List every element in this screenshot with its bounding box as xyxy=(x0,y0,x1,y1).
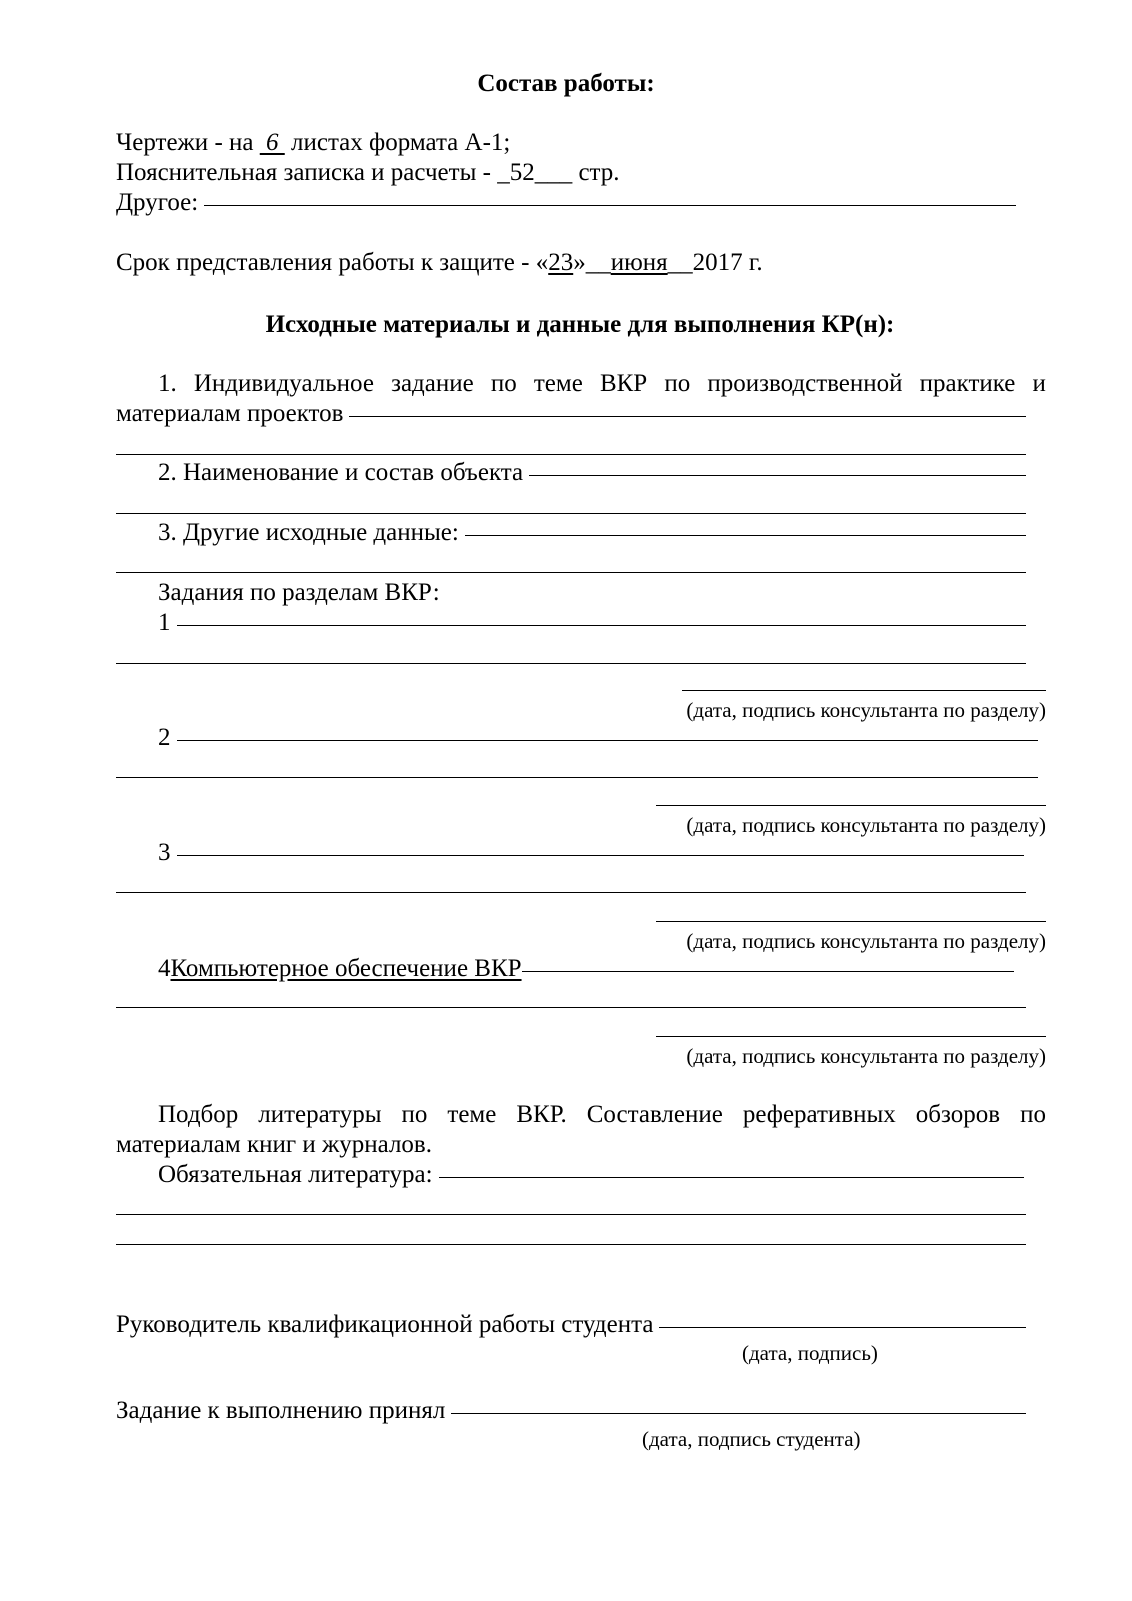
explanatory-note-line: Пояснительная записка и расчеты - _52___ стр. xyxy=(116,159,620,186)
section4-fill-line xyxy=(522,971,1014,972)
item1-line1-word: производственной xyxy=(707,370,903,397)
section4-title: Компьютерное обеспечение ВКР xyxy=(170,955,522,982)
drawings-line: Чертежи - на 6 листах формата А-1; xyxy=(116,129,511,156)
section1-signature-line xyxy=(682,690,1046,691)
supervisor-caption: (дата, подпись) xyxy=(742,1341,878,1365)
student-caption: (дата, подпись студента) xyxy=(642,1427,861,1451)
section3-signature-line xyxy=(656,921,1046,922)
item1-blank-line xyxy=(116,454,1026,455)
item1-line1-word: задание xyxy=(391,370,474,397)
section2-consultant-caption: (дата, подпись консультанта по разделу) xyxy=(686,813,1046,837)
section4-blank-line xyxy=(116,1007,1026,1008)
literature-line1-word: Составление xyxy=(586,1101,723,1128)
literature-line1 xyxy=(158,1099,1046,1130)
deadline-line: Срок представления работы к защите - «23»__июня__2017 г. xyxy=(116,249,763,276)
item2-fill-line xyxy=(529,475,1026,476)
other-fill-line xyxy=(204,205,1016,206)
other-line: Другое: xyxy=(116,187,1016,218)
section1-consultant-caption: (дата, подпись консультанта по разделу) xyxy=(686,698,1046,722)
note-pages: 52 xyxy=(509,159,535,186)
deadline-month: июня xyxy=(610,249,668,276)
literature-line1-word: обзоров xyxy=(915,1101,1001,1128)
literature-line1-word: Подбор xyxy=(158,1101,239,1128)
item3-fill-line xyxy=(465,535,1026,536)
section2-signature-line xyxy=(656,805,1046,806)
item1-line1-word: по xyxy=(664,370,691,397)
initial-materials-heading: Исходные материалы и данные для выполнения КР(н): xyxy=(265,311,895,338)
section2-fill-line xyxy=(177,740,1039,741)
item3-line: 3. Другие исходные данные: xyxy=(158,517,1026,548)
item1-line2: материалам проектов xyxy=(116,398,1026,429)
literature-line1-word: теме xyxy=(447,1101,497,1128)
supervisor-line: Руководитель квалификационной работы студента xyxy=(116,1309,1026,1340)
literature-line1-word: по xyxy=(401,1101,428,1128)
literature-line2: материалам книг и журналов. xyxy=(116,1131,432,1158)
required-literature-fill-line xyxy=(439,1177,1024,1178)
page-title: Состав работы: xyxy=(477,70,655,97)
section4-signature-line xyxy=(656,1036,1046,1037)
item1-line1-word: ВКР xyxy=(599,370,648,397)
item1-line1-word: Индивидуальное xyxy=(193,370,374,397)
section1-fill-line xyxy=(177,625,1027,626)
item1-fill-line xyxy=(349,416,1026,417)
supervisor-signature-line xyxy=(659,1327,1026,1328)
literature-blank-line-1 xyxy=(116,1214,1026,1215)
item3-blank-line xyxy=(116,572,1026,573)
literature-line1-word: литературы xyxy=(258,1101,382,1128)
item1-line1-word: теме xyxy=(533,370,583,397)
item1-line1 xyxy=(158,368,1046,399)
item1-line1-word: и xyxy=(1032,370,1046,397)
section2-line: 2 xyxy=(158,722,1038,753)
section1-line: 1 xyxy=(158,607,1026,638)
item1-line1-word: практике xyxy=(919,370,1016,397)
required-literature-line: Обязательная литература: xyxy=(158,1159,1024,1190)
section4-consultant-caption: (дата, подпись консультанта по разделу) xyxy=(686,1044,1046,1068)
section4-line: 4 Компьютерное обеспечение ВКР xyxy=(158,953,1014,984)
item2-blank-line xyxy=(116,513,1026,514)
literature-line1-word: по xyxy=(1020,1101,1046,1128)
literature-line1-word: ВКР. xyxy=(516,1101,567,1128)
literature-blank-line-2 xyxy=(116,1244,1026,1245)
item2-line: 2. Наименование и состав объекта xyxy=(158,457,1026,488)
deadline-day: 23 xyxy=(548,249,574,276)
section3-blank-line xyxy=(116,892,1026,893)
section3-line: 3 xyxy=(158,837,1024,868)
student-signature-line xyxy=(451,1413,1026,1414)
literature-line1-word: реферативных xyxy=(742,1101,896,1128)
section2-blank-line xyxy=(116,777,1038,778)
item1-line1-word: 1. xyxy=(158,370,177,397)
section3-consultant-caption: (дата, подпись консультанта по разделу) xyxy=(686,929,1046,953)
item1-line1-word: по xyxy=(490,370,517,397)
drawings-count: 6 xyxy=(266,129,279,156)
section1-blank-line xyxy=(116,663,1026,664)
accepted-line: Задание к выполнению принял xyxy=(116,1395,1026,1426)
section3-fill-line xyxy=(177,855,1025,856)
sections-heading: Задания по разделам ВКР: xyxy=(158,579,440,606)
